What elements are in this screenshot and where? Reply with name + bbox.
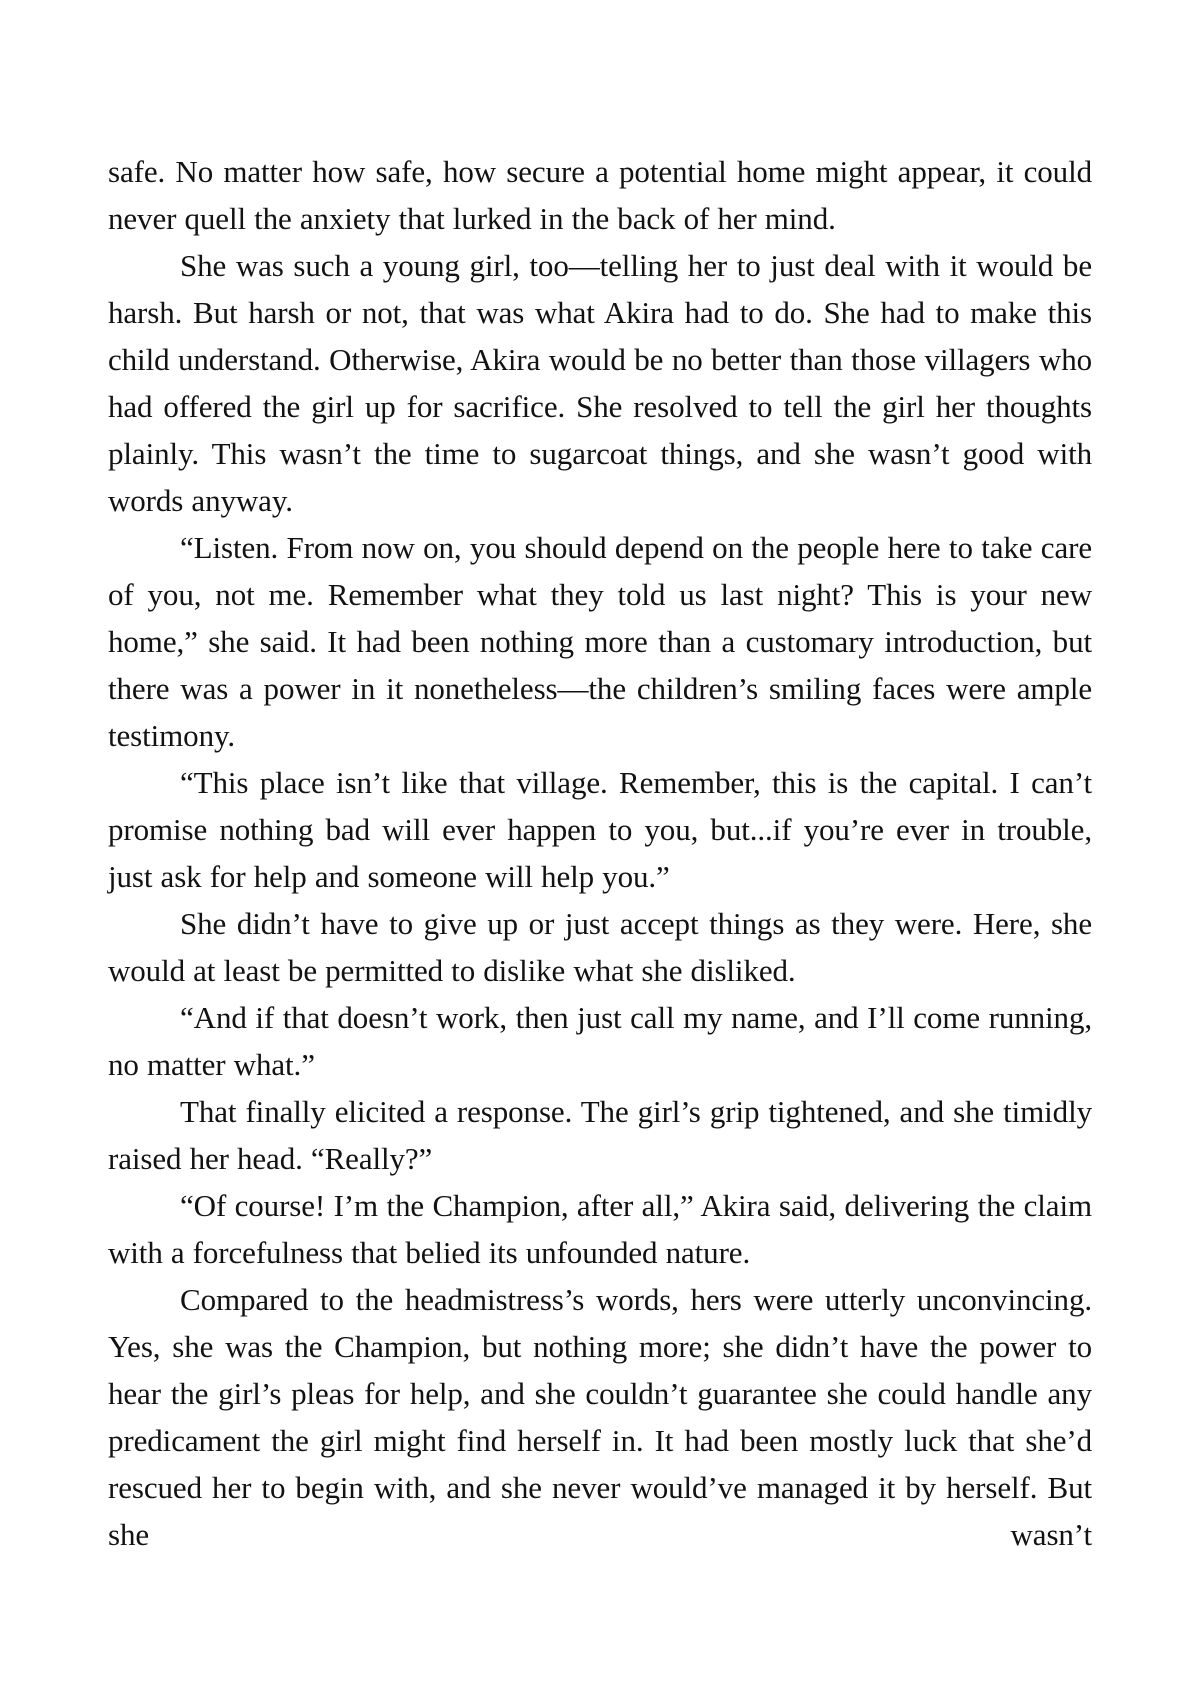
- paragraph: That finally elicited a response. The girl’s grip tightened, and she timidly raised her head. “Really?”: [108, 1094, 1092, 1176]
- book-page-text: [108, 148, 1092, 1558]
- paragraph: “Of course! I’m the Champion, after all,” Akira said, delivering the claim with a forcefulness that belied its unfounded nature.: [108, 1188, 1092, 1270]
- paragraph: safe. No matter how safe, how secure a potential home might appear, it could never quell the anxiety that lurked in the back of her mind.: [108, 154, 1092, 236]
- paragraph: “Listen. From now on, you should depend on the people here to take care of you, not me. Remember what they told us last night? This is your new home,” she said. It had been nothing more than a customary introduction, but there was a power in it nonetheless—the children’s smiling faces were ample testimony.: [108, 530, 1092, 753]
- paragraph: Compared to the headmistress’s words, hers were utterly unconvincing. Yes, she was the Champion, but nothing more; she didn’t have the power to hear the girl’s pleas for help, and she couldn’t guarantee she could handle any predicament the girl might find herself in. It had been mostly luck that she’d rescued her to begin with, and she never would’ve managed it by herself. But she wasn’t: [108, 1282, 1092, 1552]
- paragraph: “This place isn’t like that village. Remember, this is the capital. I can’t promise nothing bad will ever happen to you, but...if you’re ever in trouble, just ask for help and someone will help you.”: [108, 765, 1092, 894]
- paragraph: “And if that doesn’t work, then just call my name, and I’ll come running, no matter what.”: [108, 1000, 1092, 1082]
- paragraph: She was such a young girl, too—telling her to just deal with it would be harsh. But harsh or not, that was what Akira had to do. She had to make this child understand. Otherwise, Akira would be no better than those villagers who had offered the girl up for sacrifice. She resolved to tell the girl her thoughts plainly. This wasn’t the time to sugarcoat things, and she wasn’t good with words anyway.: [108, 248, 1092, 518]
- paragraph: She didn’t have to give up or just accept things as they were. Here, she would at least be permitted to dislike what she disliked.: [108, 906, 1092, 988]
